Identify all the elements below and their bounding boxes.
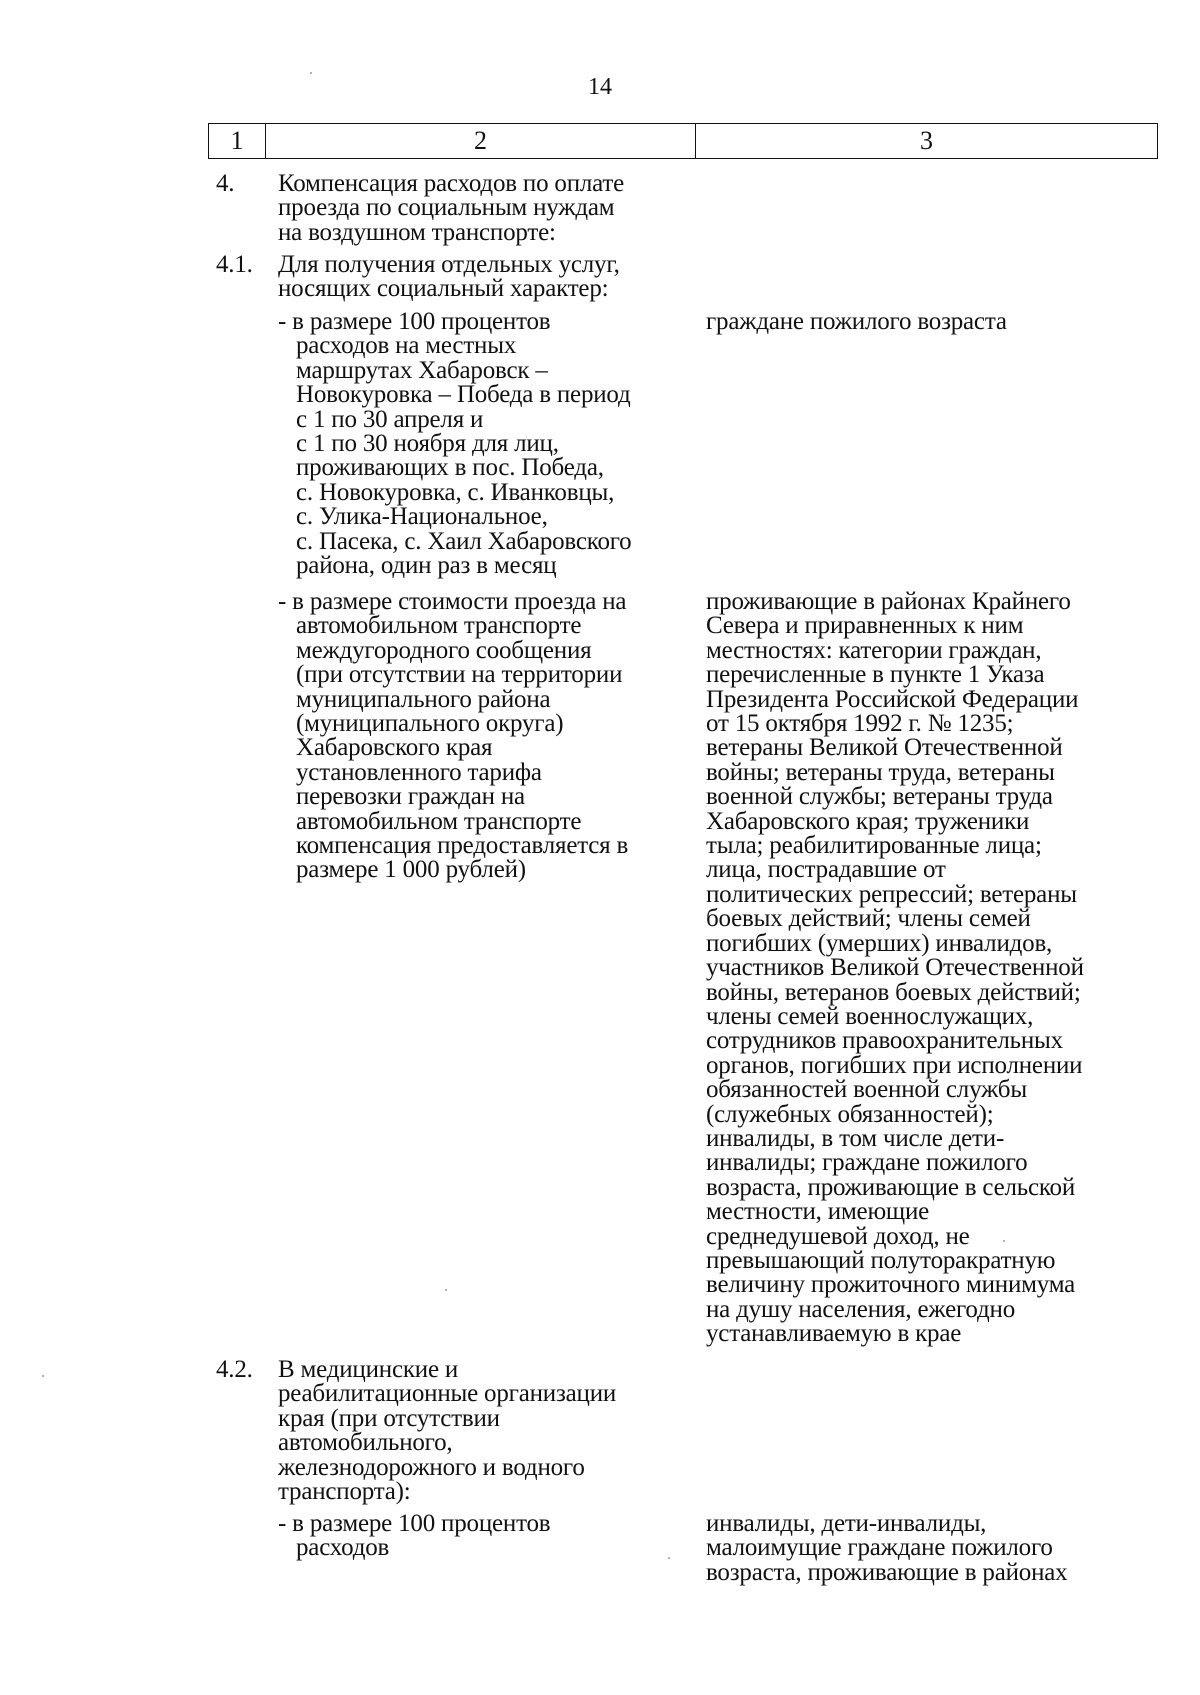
scan-speck xyxy=(445,1289,447,1291)
item-intercity-transport: - в размере стоимости проезда на автомобильном транспорте междугородного сообщения (при отсутствии на территории муниципального района (муниципального округа) Хабаровского края установленного тарифа перевозки граждан на автомобильном транспорте компенсация предоставляется в размере 1 000 рублей) xyxy=(278,588,629,884)
scan-speck xyxy=(42,1375,44,1377)
row-4-2-title: В медицинские и реабилитационные организации края (при отсутствии автомобильного, железнодорожного и водного транспорта): xyxy=(278,1356,617,1506)
row-4-1-title: Для получения отдельных услуг, носящих социальный характер: xyxy=(278,251,620,303)
item-local-routes: - в размере 100 процентов расходов на местных маршрутах Хабаровск – Новокуровка – Победа в период с 1 по 30 апреля и с 1 по 30 ноября для лиц, проживающих в пос. Победа, с. Новокуровка, с. Иванковцы, с. Улика-Национальное, с. Пасека, с. Хаил Хабаровского района, один раз в месяц xyxy=(278,308,632,580)
row-number-4: 4. xyxy=(216,170,235,197)
recipients-intercity-transport: проживающие в районах Крайнего Севера и приравненных к ним местностях: категории граждан, перечисленные в пункте 1 Указа Президента Российской Федерации от 15 октября 1992 г. № 1235; ветераны Великой Отечественной войны; ветераны труда, ветераны военной службы; ветераны труда Хабаровского края; труженики тыла; реабилитированные лица; лица, пострадавшие от политических репрессий; ветераны боевых действий; члены семей погибших (умерших) инвалидов, участников Великой Отечественной войны, ветеранов боевых действий; члены семей военнослужащих, сотрудников правоохранительных органов, погибших при исполнении обязанностей военной службы (служебных обязанностей); инвалиды, в том числе дети- инвалиды; граждане пожилого возраста, проживающие в сельской местности, имеющие среднедушевой доход, не превышающий полуторакратную величину прожиточного минимума на душу населения, ежегодно устанавливаемую в крае xyxy=(706,588,1084,1348)
scan-speck xyxy=(1003,1240,1005,1242)
recipients-medical-organisations: инвалиды, дети-инвалиды, малоимущие граждане пожилого возраста, проживающие в районах xyxy=(706,1510,1068,1586)
page-number: 14 xyxy=(588,74,612,100)
row-number-4-1: 4.1. xyxy=(216,251,253,278)
item-medical-organisations: - в размере 100 процентов расходов xyxy=(278,1510,551,1562)
row-4-title: Компенсация расходов по оплате проезда по социальным нуждам на воздушном транспорте: xyxy=(278,170,625,246)
recipients-local-routes: граждане пожилого возраста xyxy=(706,308,1007,335)
header-col-1: 1 xyxy=(209,124,266,158)
scan-speck xyxy=(310,72,312,74)
table-header-row xyxy=(208,123,1158,159)
header-col-2: 2 xyxy=(266,124,696,158)
scan-speck xyxy=(668,1557,670,1559)
header-col-3: 3 xyxy=(920,126,933,155)
row-number-4-2: 4.2. xyxy=(216,1356,253,1383)
